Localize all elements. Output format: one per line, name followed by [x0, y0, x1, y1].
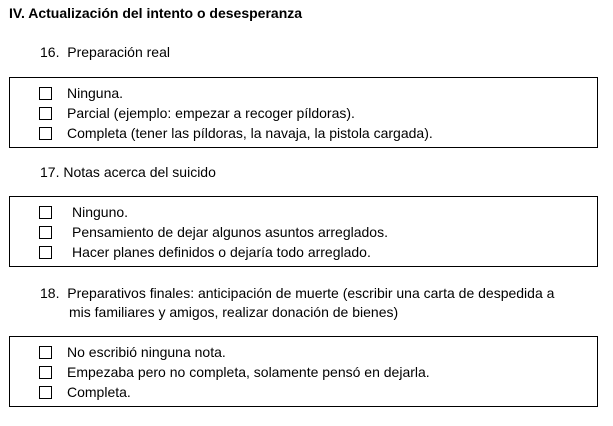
- question-16: [40, 42, 170, 62]
- options-box-18: [9, 336, 598, 407]
- option-label: Pensamiento de dejar algunos asuntos arreglados.: [72, 224, 388, 240]
- option-label: Ninguna.: [67, 85, 124, 101]
- option-row[interactable]: [39, 382, 131, 402]
- option-label: Hacer planes definidos o dejaría todo arreglado.: [72, 244, 371, 260]
- checkbox[interactable]: [39, 346, 52, 359]
- option-label: No escribió ninguna nota.: [67, 344, 226, 360]
- option-row[interactable]: [39, 202, 128, 222]
- option-label: Ninguno.: [72, 204, 129, 220]
- checkbox[interactable]: [39, 226, 52, 239]
- question-text: Preparativos finales: anticipación de muerte (escribir una carta de despedida a: [67, 285, 555, 301]
- checkbox[interactable]: [39, 206, 52, 219]
- section-title: IV. Actualización del intento o desesperanza: [9, 5, 303, 21]
- option-row[interactable]: [39, 342, 226, 362]
- checkbox[interactable]: [39, 87, 52, 100]
- options-box-16: [9, 77, 598, 148]
- checkbox[interactable]: [39, 246, 52, 259]
- checkbox[interactable]: [39, 107, 52, 120]
- option-row[interactable]: [39, 83, 123, 103]
- question-number: 18.: [40, 285, 60, 301]
- option-label: Completa (tener las píldoras, la navaja, la pistola cargada).: [67, 125, 433, 141]
- option-row[interactable]: [39, 222, 388, 242]
- question-17: [40, 162, 216, 182]
- question-18: [40, 283, 554, 303]
- checkbox[interactable]: [39, 386, 52, 399]
- option-row[interactable]: [39, 123, 433, 143]
- option-row[interactable]: [39, 103, 355, 123]
- question-text-continued: mis familiares y amigos, realizar donación de bienes): [69, 304, 399, 320]
- option-row[interactable]: [39, 242, 371, 262]
- question-number: 16.: [40, 44, 60, 60]
- question-text: Preparación real: [67, 44, 170, 60]
- options-box-17: [9, 196, 598, 267]
- option-row[interactable]: [39, 362, 430, 382]
- option-label: Parcial (ejemplo: empezar a recoger píldoras).: [67, 105, 355, 121]
- checkbox[interactable]: [39, 366, 52, 379]
- option-label: Completa.: [67, 384, 131, 400]
- question-number: 17.: [40, 164, 60, 180]
- option-label: Empezaba pero no completa, solamente pensó en dejarla.: [67, 364, 430, 380]
- question-text: Notas acerca del suicido: [63, 164, 216, 180]
- checkbox[interactable]: [39, 127, 52, 140]
